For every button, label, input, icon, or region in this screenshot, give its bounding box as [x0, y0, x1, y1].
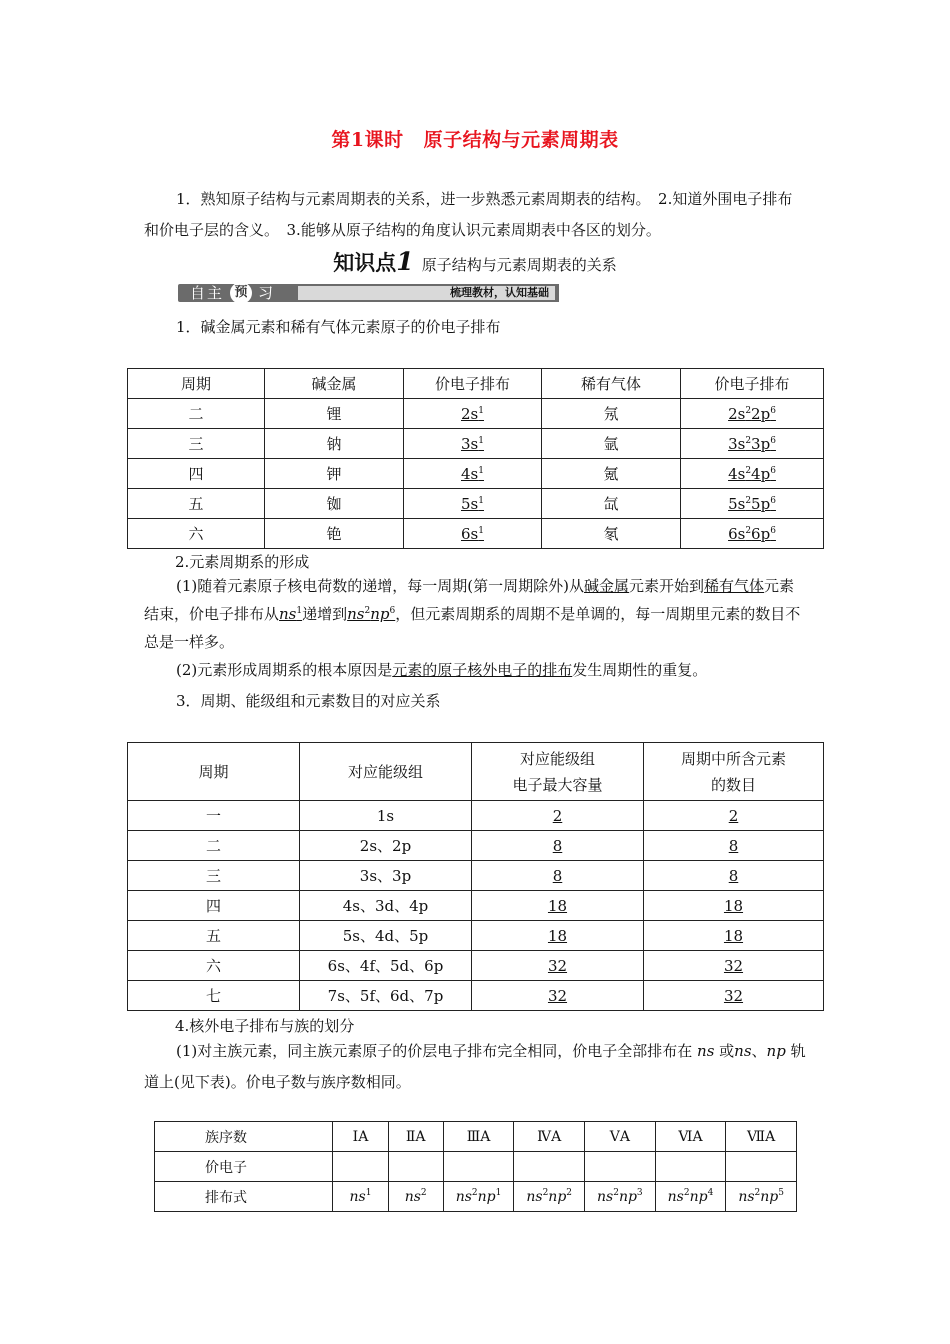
- learning-objectives: 1．熟知原子结构与元素周期表的关系，进一步熟悉元素周期表的结构。 2.知道外围电子排布和价电子层的含义。 3.能够从原子结构的角度认识元素周期表中各区的划分。: [144, 190, 793, 239]
- valence-cell: [514, 1152, 585, 1182]
- table-row: 二 2s、2p 8 8: [128, 831, 824, 861]
- table-row: 四 4s、3d、4p 18 18: [128, 891, 824, 921]
- group-header-cell: ⅡA: [388, 1122, 443, 1152]
- table-row: 五 5s、4d、5p 18 18: [128, 921, 824, 951]
- table-period-energy-groups: [127, 742, 824, 1011]
- group-header-cell: ⅢA: [443, 1122, 514, 1152]
- config-cell: $ns^2$: [388, 1182, 443, 1212]
- table-main-group-config: [154, 1121, 797, 1212]
- section1-title: 1．碱金属元素和稀有气体元素原子的价电子排布: [176, 318, 501, 336]
- table-row: 七 7s、5f、6d、7p 32 32: [128, 981, 824, 1011]
- section3-title: 3．周期、能级组和元素数目的对应关系: [176, 692, 441, 710]
- group-header-cell: ⅦA: [726, 1122, 797, 1152]
- knowledge-point-heading: 知识点1 原子结构与元素周期表的关系: [333, 247, 617, 276]
- page-title: 第1课时 原子结构与元素周期表: [331, 129, 619, 151]
- valence-electron-row: 价电子: [155, 1152, 797, 1182]
- table-row: 三 3s、3p 8 8: [128, 861, 824, 891]
- group-header-cell: ⅥA: [655, 1122, 726, 1152]
- table-row: 五 铷 $5s^1$ 氙 $5s^25p^6$: [128, 489, 824, 519]
- valence-cell: [333, 1152, 388, 1182]
- config-cell: $ns^2np^2$: [514, 1182, 585, 1212]
- valence-cell: [726, 1152, 797, 1182]
- group-header-cell: ⅣA: [514, 1122, 585, 1152]
- table-row: 三 钠 $3s^1$ 氩 $3s^23p^6$: [128, 429, 824, 459]
- config-cell: $ns^2np^4$: [655, 1182, 726, 1212]
- table-row: 一 1s 2 2: [128, 801, 824, 831]
- valence-cell: [585, 1152, 656, 1182]
- preview-circle-badge: 预: [230, 282, 252, 304]
- valence-cell: [443, 1152, 514, 1182]
- valence-cell: [388, 1152, 443, 1182]
- table-header-row: 周期 对应能级组 对应能级组 电子最大容量 周期中所含元素 的数目: [128, 743, 824, 801]
- config-cell: $ns^1$: [333, 1182, 388, 1212]
- config-cell: $ns^2np^3$: [585, 1182, 656, 1212]
- section4-paragraph1: (1)对主族元素，同主族元素原子的价层电子排布完全相同，价电子全部排布在 ns 或ns、np 轨道上(见下表)。价电子数与族序数相同。: [144, 1042, 806, 1091]
- config-cell: $ns^2np^1$: [443, 1182, 514, 1212]
- valence-cell: [655, 1152, 726, 1182]
- table-row: 六 6s、4f、5d、6p 32 32: [128, 951, 824, 981]
- group-header-cell: ⅤA: [585, 1122, 656, 1152]
- table-header-row: 周期 碱金属 价电子排布 稀有气体 价电子排布: [128, 369, 824, 399]
- section2-title: 2.元素周期系的形成: [175, 553, 310, 571]
- group-header-cell: ⅠA: [333, 1122, 388, 1152]
- table-alkali-noble: [127, 368, 824, 549]
- section2-paragraph2: (2)元素形成周期系的根本原因是元素的原子核外电子的排布发生周期性的重复。: [176, 661, 708, 679]
- table-row: 六 铯 $6s^1$ 氡 $6s^26p^6$: [128, 519, 824, 549]
- table-row: 四 钾 $4s^1$ 氪 $4s^24p^6$: [128, 459, 824, 489]
- table-row: 二 锂 $2s^1$ 氖 $2s^22p^6$: [128, 399, 824, 429]
- group-number-row: 族序数 ⅠA ⅡA ⅢA ⅣA ⅤA ⅥA ⅦA: [155, 1122, 797, 1152]
- config-cell: $ns^2np^5$: [726, 1182, 797, 1212]
- self-study-banner: 自主 预 习 梳理教材，认知基础: [178, 284, 559, 302]
- section2-paragraph1: (1)随着元素原子核电荷数的递增，每一周期(第一周期除外)从碱金属元素开始到稀有气体元素结束，价电子排布从$ns^1$递增到$ns^2np^6$，但元素周期系的周期不是单调的，每一周期里元素的数目不总是一样多。: [144, 577, 801, 651]
- section4-title: 4.核外电子排布与族的划分: [175, 1017, 355, 1035]
- configuration-row: 排布式 $ns^1$ $ns^2$ $ns^2np^1$ $ns^2np^2$ $ns^2np^3$ $ns^2np^4$ $ns^2np^5$: [155, 1182, 797, 1212]
